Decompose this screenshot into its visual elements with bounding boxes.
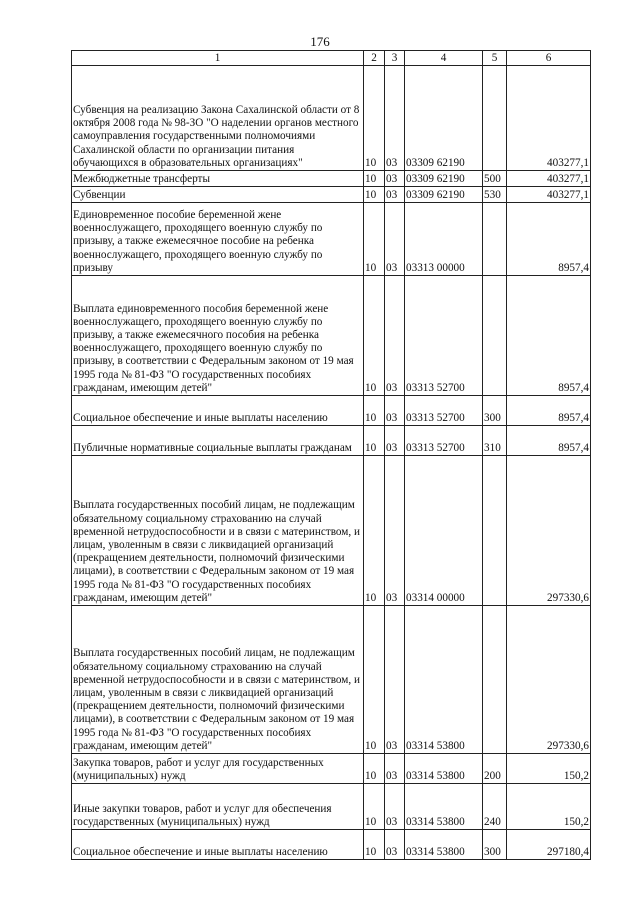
row-vr [483, 276, 507, 396]
row-section: 10 [364, 830, 385, 860]
row-subsection: 03 [385, 171, 405, 187]
table-row [72, 830, 591, 860]
row-name: Закупка товаров, работ и услуг для государственных (муниципальных) нужд [72, 754, 364, 784]
row-name: Единовременное пособие беременной жене военнослужащего, проходящего военную службу по призыву, а также ежемесячное пособие на ребенка военнослужащего, проходящего военную службу по призыву [72, 203, 364, 276]
row-amount: 150,2 [507, 754, 591, 784]
row-subsection: 03 [385, 830, 405, 860]
row-csr: 03314 53800 [405, 606, 483, 754]
row-subsection: 03 [385, 754, 405, 784]
table-row [72, 66, 591, 171]
row-subsection: 03 [385, 784, 405, 830]
row-amount: 8957,4 [507, 426, 591, 456]
row-vr: 300 [483, 396, 507, 426]
table-row [72, 187, 591, 203]
col-header-amount: 6 [507, 51, 591, 66]
row-amount: 297180,4 [507, 830, 591, 860]
row-vr: 530 [483, 187, 507, 203]
row-name: Межбюджетные трансферты [72, 171, 364, 187]
table-row [72, 456, 591, 606]
col-header-csr: 4 [405, 51, 483, 66]
row-section: 10 [364, 187, 385, 203]
row-name: Субвенции [72, 187, 364, 203]
table-row [72, 606, 591, 754]
row-subsection: 03 [385, 187, 405, 203]
row-name: Социальное обеспечение и иные выплаты населению [72, 396, 364, 426]
row-csr: 03313 52700 [405, 426, 483, 456]
row-section: 10 [364, 426, 385, 456]
row-csr: 03314 53800 [405, 754, 483, 784]
row-vr: 310 [483, 426, 507, 456]
table-row [72, 203, 591, 276]
row-section: 10 [364, 276, 385, 396]
row-subsection: 03 [385, 66, 405, 171]
table-row [72, 784, 591, 830]
row-csr: 03313 52700 [405, 276, 483, 396]
row-csr: 03309 62190 [405, 171, 483, 187]
table-row [72, 396, 591, 426]
row-vr: 300 [483, 830, 507, 860]
row-vr [483, 203, 507, 276]
row-section: 10 [364, 396, 385, 426]
row-vr [483, 66, 507, 171]
row-subsection: 03 [385, 456, 405, 606]
row-csr: 03309 62190 [405, 66, 483, 171]
row-name: Выплата государственных пособий лицам, не подлежащим обязательному социальному страхованию на случай временной нетрудоспособности и в связи с материнством, и лицам, уволенным в связи с ликвидацией организаций (прекращением деятельности, полномочий физическими лицами), в соответствии с Федеральным законом от 19 мая 1995 года № 81-ФЗ "О государственных пособиях гражданам, имеющим детей" [72, 606, 364, 754]
row-name: Социальное обеспечение и иные выплаты населению [72, 830, 364, 860]
row-section: 10 [364, 784, 385, 830]
row-subsection: 03 [385, 203, 405, 276]
row-vr [483, 606, 507, 754]
row-section: 10 [364, 171, 385, 187]
row-subsection: 03 [385, 396, 405, 426]
row-amount: 297330,6 [507, 456, 591, 606]
row-vr [483, 456, 507, 606]
row-section: 10 [364, 203, 385, 276]
row-name: Выплата государственных пособий лицам, не подлежащим обязательному социальному страхованию на случай временной нетрудоспособности и в связи с материнством, и лицам, уволенным в связи с ликвидацией организаций (прекращением деятельности, полномочий физическими лицами), в соответствии с Федеральным законом от 19 мая 1995 года № 81-ФЗ "О государственных пособиях гражданам, имеющим детей" [72, 456, 364, 606]
row-section: 10 [364, 606, 385, 754]
row-section: 10 [364, 456, 385, 606]
row-vr: 500 [483, 171, 507, 187]
table-row [72, 171, 591, 187]
row-name: Субвенция на реализацию Закона Сахалинской области от 8 октября 2008 года № 98-ЗО "О наделении органов местного самоуправления государственными полномочиями Сахалинской области по организации питания обучающихся в образовательных организациях" [72, 66, 364, 171]
row-csr: 03313 52700 [405, 396, 483, 426]
row-amount: 8957,4 [507, 203, 591, 276]
row-csr: 03314 53800 [405, 784, 483, 830]
col-header-subsection: 3 [385, 51, 405, 66]
row-csr: 03313 00000 [405, 203, 483, 276]
row-amount: 8957,4 [507, 396, 591, 426]
header-row [72, 51, 591, 66]
col-header-vr: 5 [483, 51, 507, 66]
row-name: Публичные нормативные социальные выплаты гражданам [72, 426, 364, 456]
page-number: 176 [310, 34, 330, 49]
row-amount: 403277,1 [507, 66, 591, 171]
table-row [72, 426, 591, 456]
row-name: Иные закупки товаров, работ и услуг для обеспечения государственных (муниципальных) нужд [72, 784, 364, 830]
row-csr: 03314 00000 [405, 456, 483, 606]
row-name: Выплата единовременного пособия беременной жене военнослужащего, проходящего военную службу по призыву, а также ежемесячного пособия на ребенка военнослужащего, проходящего военную службу по призыву, в соответствии с Федеральным законом от 19 мая 1995 года № 81-ФЗ "О государственных пособиях гражданам, имеющим детей" [72, 276, 364, 396]
row-subsection: 03 [385, 426, 405, 456]
row-subsection: 03 [385, 276, 405, 396]
row-amount: 297330,6 [507, 606, 591, 754]
row-vr: 200 [483, 754, 507, 784]
budget-table [71, 50, 591, 860]
row-subsection: 03 [385, 606, 405, 754]
col-header-name: 1 [72, 51, 364, 66]
row-csr: 03309 62190 [405, 187, 483, 203]
row-amount: 150,2 [507, 784, 591, 830]
row-section: 10 [364, 754, 385, 784]
table-row [72, 754, 591, 784]
row-vr: 240 [483, 784, 507, 830]
row-amount: 403277,1 [507, 187, 591, 203]
row-amount: 8957,4 [507, 276, 591, 396]
row-section: 10 [364, 66, 385, 171]
row-csr: 03314 53800 [405, 830, 483, 860]
row-amount: 403277,1 [507, 171, 591, 187]
table-row [72, 276, 591, 396]
col-header-section: 2 [364, 51, 385, 66]
